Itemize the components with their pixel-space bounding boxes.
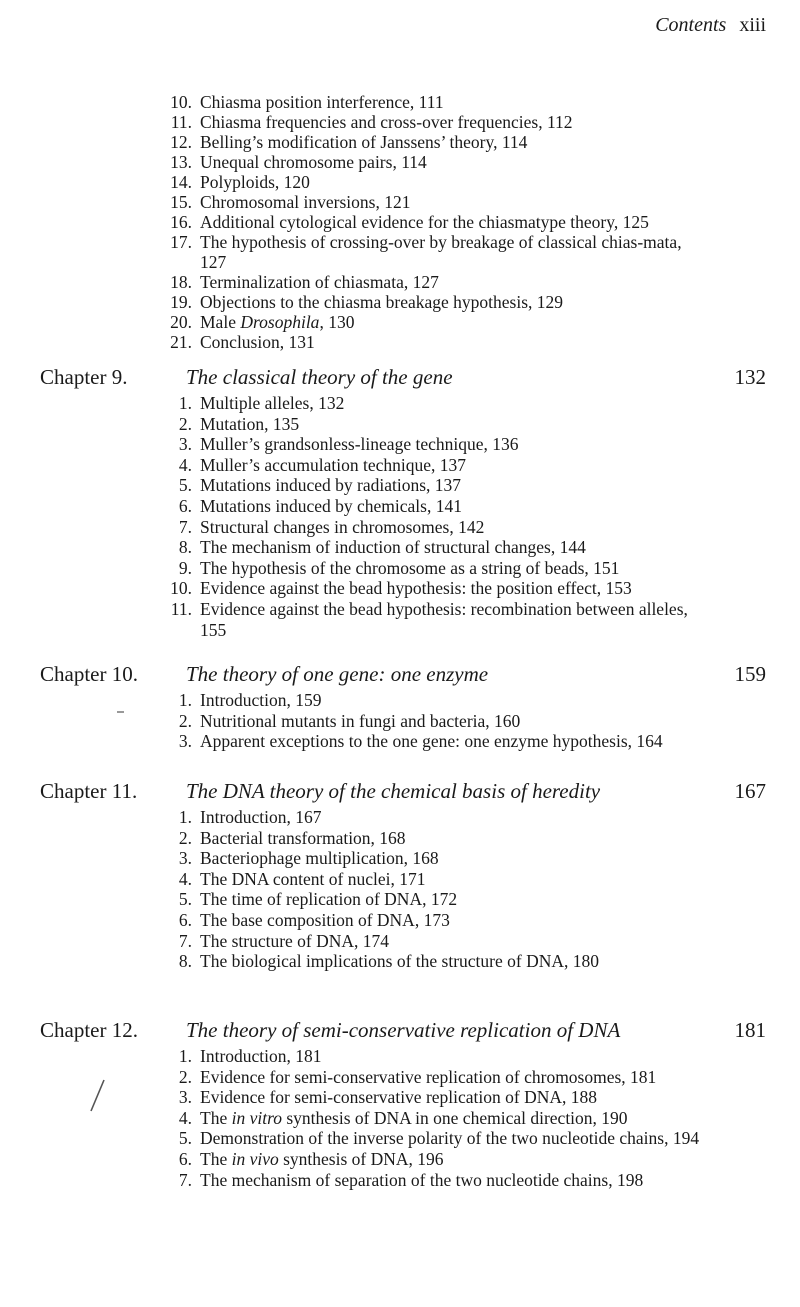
list-item: 2. Evidence for semi-conservative replication of chromosomes, 181 [178,1066,657,1087]
list-item: 8. The mechanism of induction of structural changes, 144 [178,537,586,558]
list-item: 6. The in vivo synthesis of DNA, 196 [178,1148,444,1169]
pencil-slash-mark [88,1078,108,1114]
page-number: xiii [739,14,766,36]
list-item: 8. The biological implications of the structure of DNA, 180 [178,951,600,972]
list-item: 1. Introduction, 159 [178,690,322,710]
list-item: 7. The structure of DNA, 174 [178,930,390,951]
chapter-label: Chapter 9. [40,365,128,389]
list-item: 11. Chiasma frequencies and cross-over frequencies, 112 [170,112,573,132]
list-item: 3. Bacteriophage multiplication, 168 [178,848,439,869]
list-item: 19. Objections to the chiasma breakage hypothesis, 129 [170,292,564,312]
list-item: 9. The hypothesis of the chromosome as a string of beads, 151 [178,557,620,578]
list-item: 2. Bacterial transformation, 168 [178,827,406,848]
chapter-title: The DNA theory of the chemical basis of heredity [186,779,601,803]
list-item: 4. Muller’s accumulation technique, 137 [178,454,466,475]
page-header [655,14,766,37]
list-item: 3. Apparent exceptions to the one gene: one enzyme hypothesis, 164 [178,731,663,752]
list-item: 17. The hypothesis of crossing-over by breakage of classical chias-mata, 127 [170,232,682,272]
list-item: 5. The time of replication of DNA, 172 [178,889,458,910]
chapter-title: The classical theory of the gene [186,365,453,389]
chapter-title: The theory of one gene: one enzyme [186,662,489,686]
list-item: 2. Mutation, 135 [178,413,300,434]
list-item: 6. Mutations induced by chemicals, 141 [178,495,462,516]
chapter-page: 167 [734,779,766,803]
list-item: 20. Male Drosophila, 130 [170,312,355,332]
chapter-title: The theory of semi-conservative replication of DNA [186,1018,621,1042]
chapter-label: Chapter 12. [40,1018,138,1042]
list-item: 4. The DNA content of nuclei, 171 [178,868,426,889]
running-head: Contents [655,14,727,36]
chapter-entries [168,807,716,972]
list-item: 3. Muller’s grandsonless-lineage technique, 136 [178,434,519,455]
list-item: 11. Evidence against the bead hypothesis: recombination between alleles, 155 [170,598,688,640]
list-item: 15. Chromosomal inversions, 121 [170,192,411,212]
list-item: 10. Evidence against the bead hypothesis: the position effect, 153 [170,578,632,599]
list-item: 13. Unequal chromosome pairs, 114 [170,152,427,172]
list-item: 7. The mechanism of separation of the two nucleotide chains, 198 [178,1169,644,1190]
list-item: 1. Introduction, 181 [178,1046,322,1066]
list-item: 4. The in vitro synthesis of DNA in one chemical direction, 190 [178,1107,628,1128]
chapter-page: 181 [734,1018,766,1042]
chapter-label: Chapter 11. [40,779,138,803]
chapter-entries [168,393,716,640]
list-item: 10. Chiasma position interference, 111 [170,92,444,112]
chapter-entries [168,1046,716,1190]
list-item: 2. Nutritional mutants in fungi and bacteria, 160 [178,710,521,731]
list-item: 21. Conclusion, 131 [170,332,315,352]
list-item: 3. Evidence for semi-conservative replication of DNA, 188 [178,1087,598,1108]
list-item: 1. Multiple alleles, 132 [178,393,345,413]
list-item: 14. Polyploids, 120 [170,172,310,192]
prev-chapter-entries [168,92,728,352]
list-item: 6. The base composition of DNA, 173 [178,909,450,930]
list-item: 1. Introduction, 167 [178,807,322,827]
list-item: 16. Additional cytological evidence for the chiasmatype theory, 125 [170,212,649,232]
list-item: 5. Demonstration of the inverse polarity of the two nucleotide chains, 194 [178,1128,700,1149]
list-item: 18. Terminalization of chiasmata, 127 [170,272,439,292]
list-item: 7. Structural changes in chromosomes, 142 [178,516,485,537]
pencil-dash-mark [116,709,126,715]
chapter-page: 159 [734,662,766,686]
chapter-page: 132 [734,365,766,389]
list-item: 12. Belling’s modification of Janssens’ theory, 114 [170,132,528,152]
list-item: 5. Mutations induced by radiations, 137 [178,475,462,496]
chapter-entries [168,690,716,752]
chapter-label: Chapter 10. [40,662,138,686]
